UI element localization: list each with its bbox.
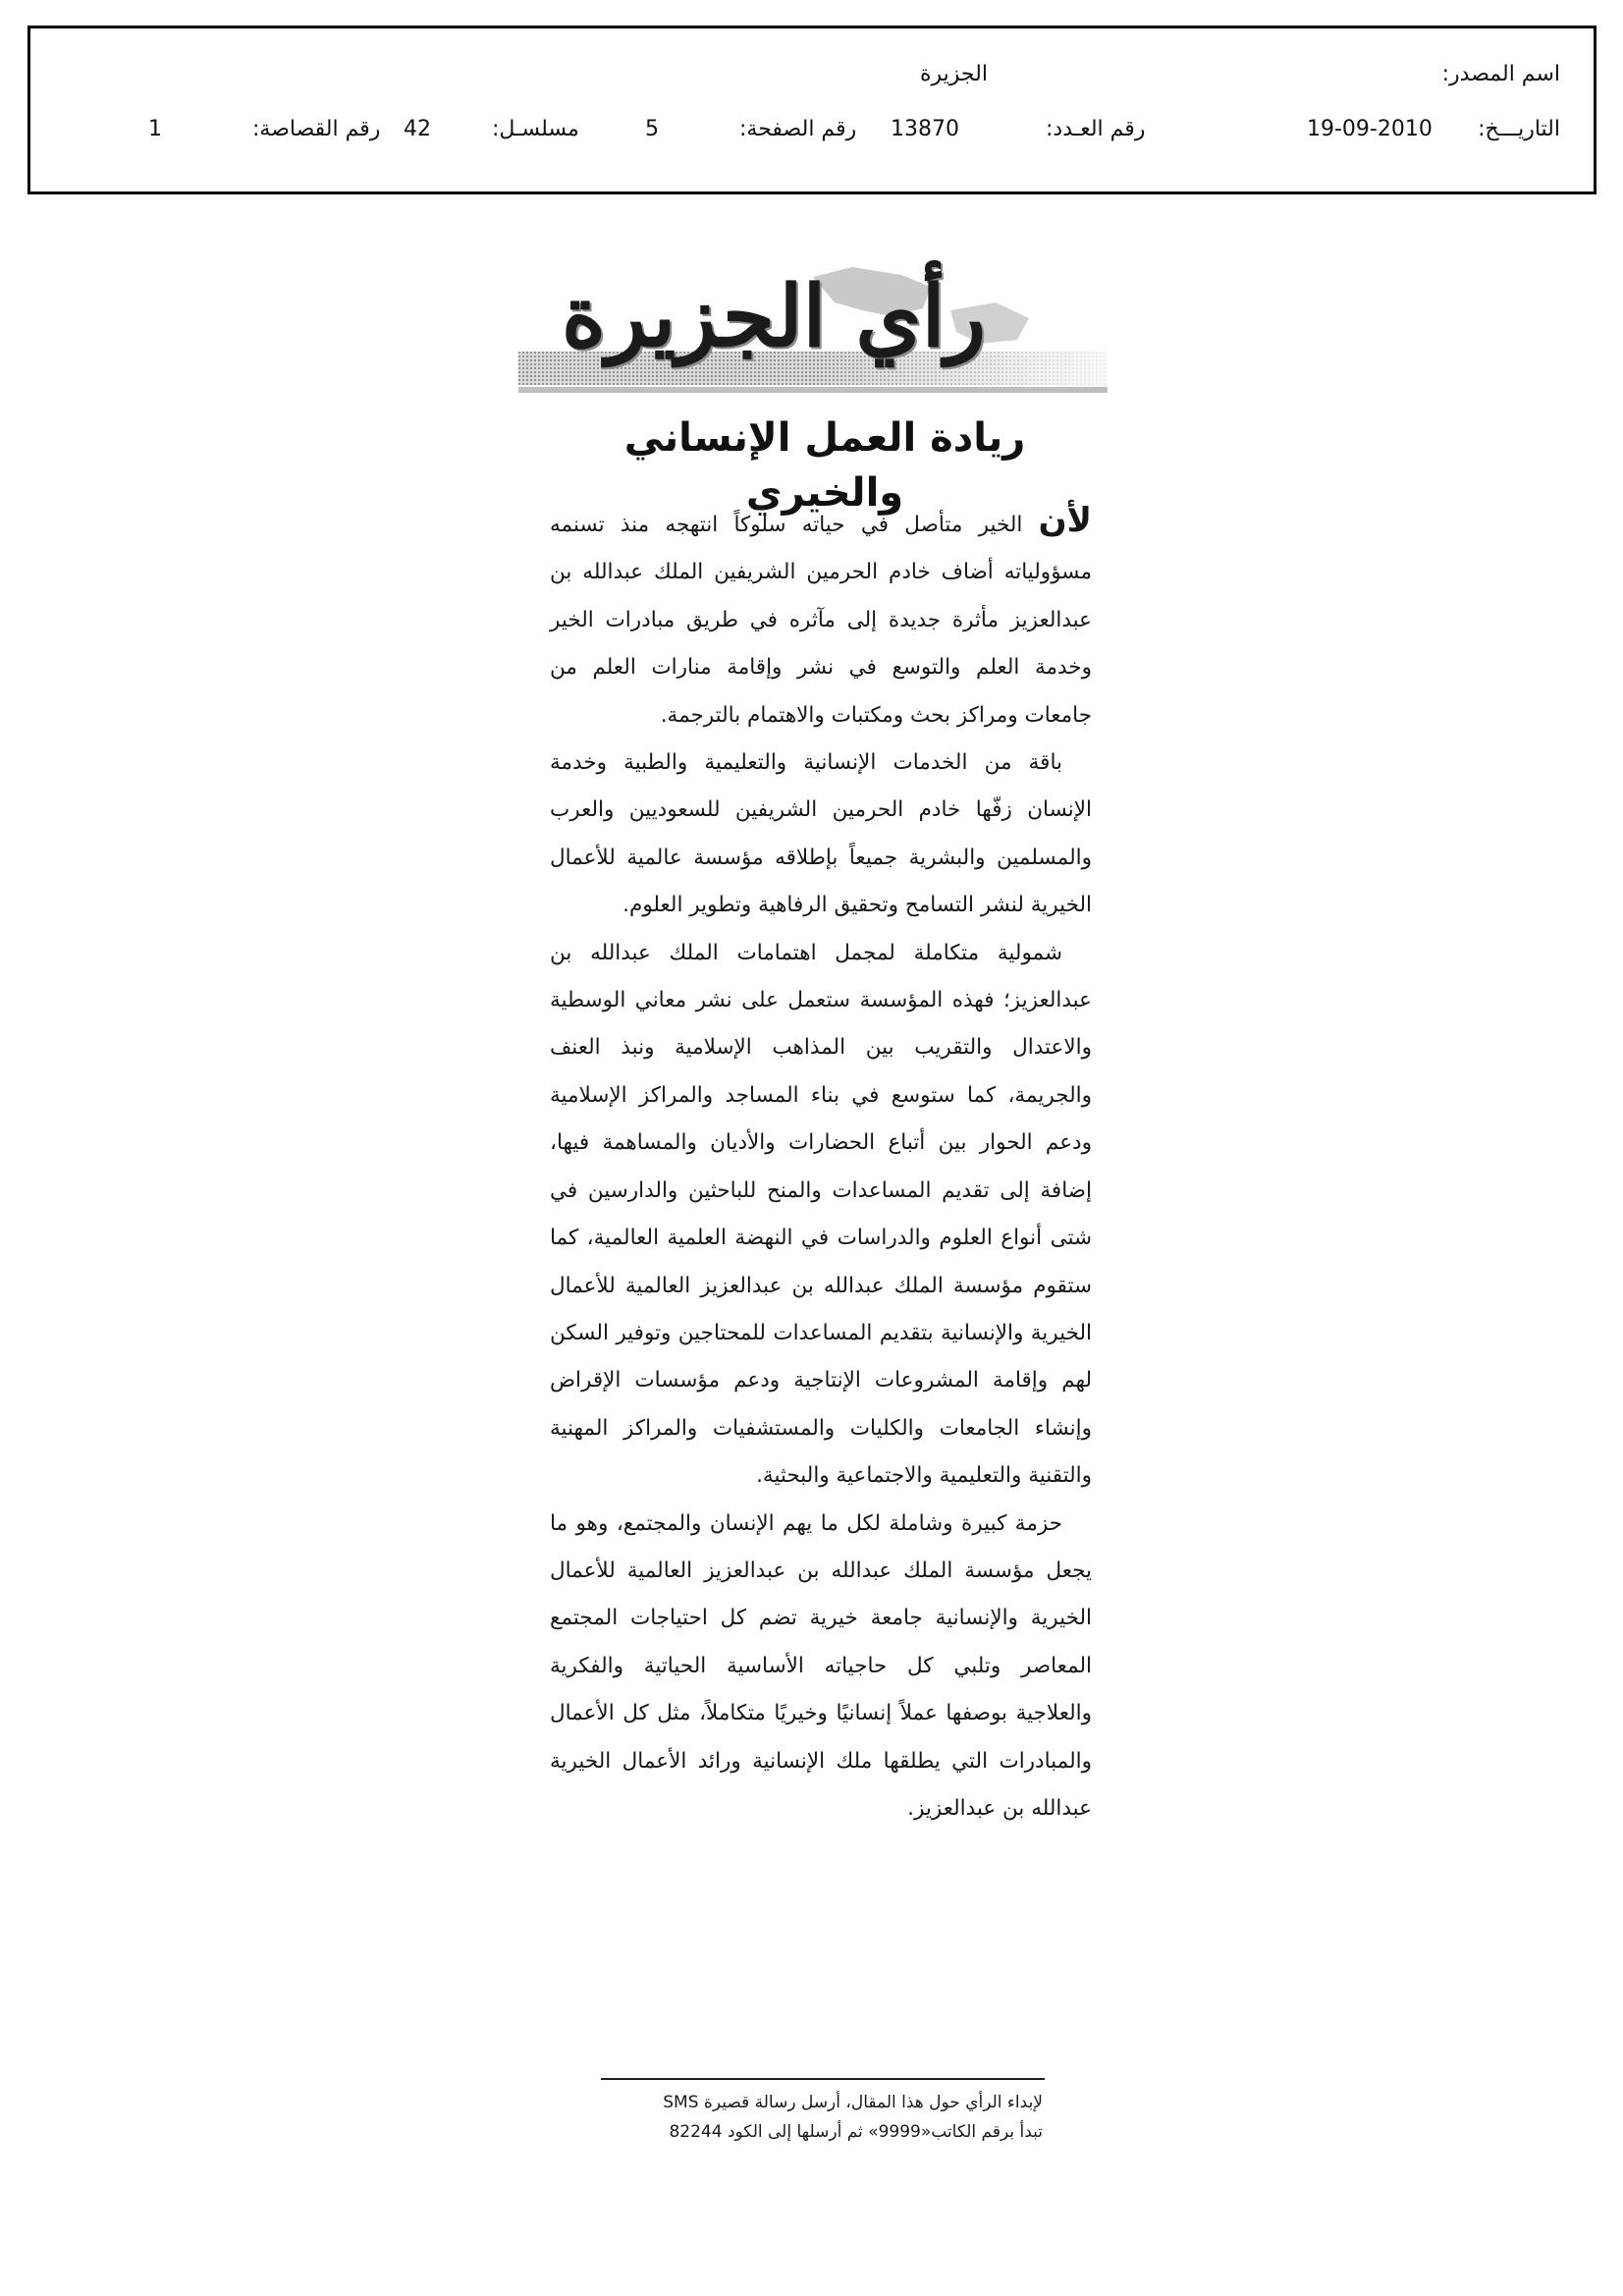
- issue-label: رقم العـدد:: [1046, 117, 1146, 141]
- opinion-banner: [518, 257, 1115, 405]
- footer-divider: [601, 2078, 1045, 2080]
- clipping-value: 1: [148, 117, 162, 141]
- sms-note-line2: تبدأ برقم الكاتب«9999» ثم أرسلها إلى الكود 82244: [669, 2122, 1043, 2142]
- date-label: التاريـــخ:: [1478, 117, 1560, 141]
- source-label: اسم المصدر:: [1441, 62, 1560, 86]
- date-value: 19-09-2010: [1307, 117, 1433, 141]
- serial-value: 42: [404, 117, 431, 141]
- article-paragraph: باقة من الخدمات الإنسانية والتعليمية والطبية وخدمة الإنسان زفّها خادم الحرمين الشريفين للسعوديين والعرب والمسلمين والبشرية جميعاً بإطلاقه مؤسسة عالمية للأعمال الخيرية لنشر التسامح وتحقيق الرفاهية وتطوير العلوم.: [550, 750, 1092, 918]
- first-paragraph-text: الخير متأصل في حياته سلوكاً انتهجه منذ تسنمه مسؤولياته أضاف خادم الحرمين الشريفين الملك عبدالله بن عبدالعزيز مأثرة جديدة إلى مآثره في طريق مبادرات الخير وخدمة العلم والتوسع في نشر وإقامة منارات العلم من جامعات ومراكز بحث ومكتبات والاهتمام بالترجمة.: [550, 513, 1092, 728]
- source-value: الجزيرة: [920, 62, 988, 86]
- clipping-label: رقم القصاصة:: [252, 117, 381, 141]
- article-paragraph: حزمة كبيرة وشاملة لكل ما يهم الإنسان والمجتمع، وهو ما يجعل مؤسسة الملك عبدالله بن عبدالعزيز العالمية للأعمال الخيرية والإنسانية جامعة خيرية تضم كل احتياجات المجتمع المعاصر وتلبي كل حاجياته الأساسية الحياتية والفكرية والعلاجية بوصفها عملاً إنسانيًا وخيريًا متكاملاً، مثل كل الأعمال والمبادرات التي يطلقها ملك الإنسانية ورائد الأعمال الخيرية عبدالله بن عبدالعزيز.: [550, 1510, 1092, 1821]
- article-headline: ريادة العمل الإنساني والخيري: [623, 415, 1026, 516]
- page-label: رقم الصفحة:: [739, 117, 857, 141]
- clipping-info-box: [27, 26, 1596, 194]
- issue-value: 13870: [891, 117, 959, 141]
- article-paragraph: شمولية متكاملة لمجمل اهتمامات الملك عبدالله بن عبدالعزيز؛ فهذه المؤسسة ستعمل على نشر معاني الوسطية والاعتدال والتقريب بين المذاهب الإسلامية ونبذ العنف والجريمة، كما ستوسع في بناء المساجد والمراكز الإسلامية ودعم الحوار بين أتباع الحضارات والأديان والمساهمة فيها، إضافة إلى تقديم المساعدات والمنح للباحثين والدارسين في شتى أنواع العلوم والدراسات في النهضة العلمية العالمية، كما ستقوم مؤسسة الملك عبدالله بن عبدالعزيز العالمية للأعمال الخيرية والإنسانية بتقديم المساعدات للمحتاجين وتوفير السكن لهم وإقامة المشروعات الإنتاجية ودعم مؤسسات الإقراض وإنشاء الجامعات والكليات والمستشفيات والمراكز المهنية والتقنية والتعليمية والاجتماعية والبحثية.: [550, 940, 1092, 1489]
- article-body: [550, 497, 1092, 1832]
- page-value: 5: [645, 117, 659, 141]
- serial-label: مسلسـل:: [492, 117, 579, 141]
- sms-note-line1: لإبداء الرأي حول هذا المقال، أرسل رسالة قصيرة SMS: [663, 2093, 1043, 2112]
- dropcap-word: لأن: [1038, 501, 1092, 540]
- banner-title: رأي الجزيرة: [561, 267, 987, 366]
- sms-note: [550, 2088, 1043, 2147]
- article-paragraph: [550, 497, 1092, 739]
